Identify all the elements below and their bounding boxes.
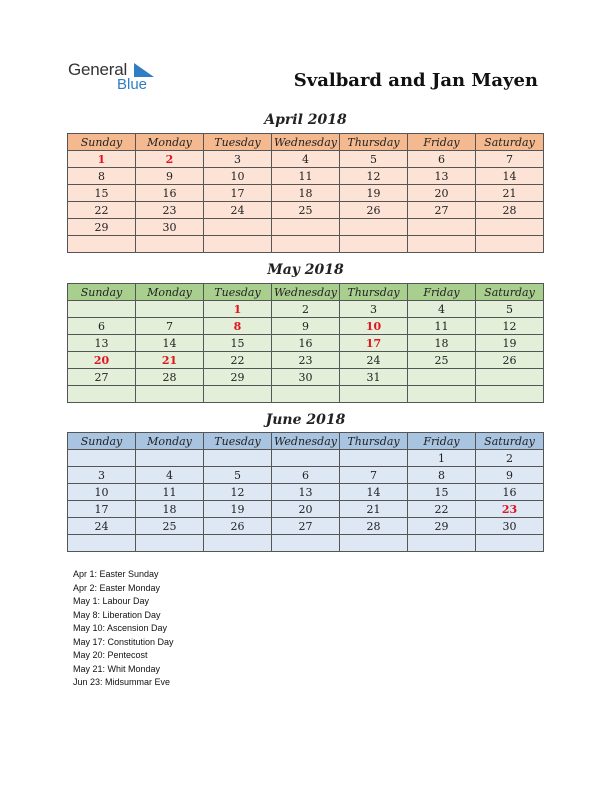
day-cell: 30 [136, 219, 204, 236]
weekday-header: Tuesday [204, 134, 272, 151]
holiday-item: May 21: Whit Monday [73, 663, 161, 674]
week-row [68, 335, 544, 352]
empty-day-cell [204, 236, 272, 253]
weekday-header: Tuesday [204, 284, 272, 301]
weekday-header: Monday [136, 134, 204, 151]
empty-day-cell [136, 450, 204, 467]
day-cell: 2 [272, 301, 340, 318]
weekday-header: Thursday [340, 433, 408, 450]
empty-day-cell [340, 450, 408, 467]
day-cell: 24 [68, 518, 136, 535]
week-row [68, 151, 544, 168]
day-cell: 21 [476, 185, 544, 202]
empty-day-cell [136, 386, 204, 403]
week-row [68, 318, 544, 335]
empty-day-cell [408, 535, 476, 552]
day-cell: 22 [204, 352, 272, 369]
day-cell: 6 [272, 467, 340, 484]
day-cell: 17 [68, 501, 136, 518]
holiday-item: May 17: Constitution Day [73, 636, 174, 647]
month-title-may: May 2018 [267, 262, 344, 278]
empty-day-cell [204, 219, 272, 236]
day-cell: 26 [340, 202, 408, 219]
weekday-header: Wednesday [272, 433, 340, 450]
day-cell: 15 [204, 335, 272, 352]
day-cell: 13 [408, 168, 476, 185]
weekday-header: Saturday [476, 284, 544, 301]
weekday-header: Friday [408, 134, 476, 151]
empty-day-cell [476, 219, 544, 236]
day-cell: 12 [204, 484, 272, 501]
empty-day-cell [272, 236, 340, 253]
day-cell: 10 [204, 168, 272, 185]
day-cell: 29 [204, 369, 272, 386]
day-cell: 20 [272, 501, 340, 518]
week-row [68, 168, 544, 185]
day-cell: 5 [476, 301, 544, 318]
day-cell: 30 [272, 369, 340, 386]
day-cell: 5 [340, 151, 408, 168]
week-row [68, 369, 544, 386]
week-row [68, 535, 544, 552]
day-cell: 20 [408, 185, 476, 202]
empty-day-cell [340, 236, 408, 253]
calendar-june [67, 432, 544, 552]
weekday-header: Wednesday [272, 134, 340, 151]
weekday-header: Friday [408, 284, 476, 301]
holiday-item: May 1: Labour Day [73, 596, 150, 606]
week-row [68, 236, 544, 253]
day-cell: 8 [408, 467, 476, 484]
day-cell: 28 [340, 518, 408, 535]
week-row [68, 386, 544, 403]
day-cell: 11 [408, 318, 476, 335]
day-cell: 16 [272, 335, 340, 352]
empty-day-cell [476, 535, 544, 552]
logo-word-blue: Blue [117, 76, 148, 93]
empty-day-cell [476, 386, 544, 403]
empty-day-cell [340, 386, 408, 403]
day-cell: 27 [272, 518, 340, 535]
day-cell: 14 [340, 484, 408, 501]
weekday-header-row [68, 284, 544, 301]
day-cell: 1 [68, 151, 136, 168]
day-cell: 25 [272, 202, 340, 219]
day-cell: 10 [340, 318, 408, 335]
empty-day-cell [136, 236, 204, 253]
day-cell: 23 [272, 352, 340, 369]
empty-day-cell [68, 535, 136, 552]
day-cell: 24 [340, 352, 408, 369]
day-cell: 6 [68, 318, 136, 335]
day-cell: 25 [408, 352, 476, 369]
empty-day-cell [408, 236, 476, 253]
calendar-april [67, 133, 544, 253]
country-title: Svalbard and Jan Mayen [293, 70, 538, 91]
day-cell: 7 [476, 151, 544, 168]
day-cell: 11 [272, 168, 340, 185]
day-cell: 29 [408, 518, 476, 535]
empty-day-cell [408, 386, 476, 403]
weekday-header: Sunday [68, 433, 136, 450]
day-cell: 29 [68, 219, 136, 236]
calendar-may [67, 283, 544, 403]
day-cell: 23 [476, 501, 544, 518]
weekday-header: Thursday [340, 134, 408, 151]
day-cell: 23 [136, 202, 204, 219]
week-row [68, 518, 544, 535]
day-cell: 21 [340, 501, 408, 518]
empty-day-cell [136, 301, 204, 318]
week-row [68, 501, 544, 518]
day-cell: 19 [204, 501, 272, 518]
day-cell: 9 [476, 467, 544, 484]
day-cell: 20 [68, 352, 136, 369]
day-cell: 30 [476, 518, 544, 535]
day-cell: 3 [340, 301, 408, 318]
day-cell: 6 [408, 151, 476, 168]
logo-word-general: General [68, 60, 128, 79]
day-cell: 4 [408, 301, 476, 318]
day-cell: 3 [68, 467, 136, 484]
empty-day-cell [68, 301, 136, 318]
empty-day-cell [272, 219, 340, 236]
empty-day-cell [476, 369, 544, 386]
day-cell: 18 [272, 185, 340, 202]
day-cell: 2 [136, 151, 204, 168]
week-row [68, 185, 544, 202]
day-cell: 1 [204, 301, 272, 318]
empty-day-cell [408, 219, 476, 236]
day-cell: 16 [136, 185, 204, 202]
empty-day-cell [136, 535, 204, 552]
day-cell: 15 [68, 185, 136, 202]
day-cell: 3 [204, 151, 272, 168]
day-cell: 22 [68, 202, 136, 219]
weekday-header: Sunday [68, 134, 136, 151]
day-cell: 11 [136, 484, 204, 501]
day-cell: 2 [476, 450, 544, 467]
day-cell: 18 [408, 335, 476, 352]
empty-day-cell [408, 369, 476, 386]
day-cell: 4 [272, 151, 340, 168]
day-cell: 14 [476, 168, 544, 185]
empty-day-cell [340, 535, 408, 552]
weekday-header: Saturday [476, 433, 544, 450]
holiday-item: May 10: Ascension Day [73, 623, 168, 633]
day-cell: 27 [68, 369, 136, 386]
day-cell: 28 [136, 369, 204, 386]
empty-day-cell [68, 450, 136, 467]
empty-day-cell [272, 386, 340, 403]
day-cell: 7 [340, 467, 408, 484]
day-cell: 10 [68, 484, 136, 501]
day-cell: 12 [340, 168, 408, 185]
week-row [68, 484, 544, 501]
day-cell: 22 [408, 501, 476, 518]
weekday-header: Tuesday [204, 433, 272, 450]
holiday-item: Apr 1: Easter Sunday [73, 569, 159, 579]
holiday-item: May 20: Pentecost [73, 650, 148, 660]
day-cell: 25 [136, 518, 204, 535]
weekday-header-row [68, 134, 544, 151]
day-cell: 31 [340, 369, 408, 386]
day-cell: 16 [476, 484, 544, 501]
empty-day-cell [272, 450, 340, 467]
week-row [68, 352, 544, 369]
week-row [68, 450, 544, 467]
empty-day-cell [204, 535, 272, 552]
month-title-june: June 2018 [265, 412, 346, 428]
empty-day-cell [204, 450, 272, 467]
weekday-header: Monday [136, 433, 204, 450]
day-cell: 5 [204, 467, 272, 484]
weekday-header: Thursday [340, 284, 408, 301]
week-row [68, 202, 544, 219]
brand-logo [68, 60, 168, 96]
empty-day-cell [204, 386, 272, 403]
weekday-header: Friday [408, 433, 476, 450]
week-row [68, 467, 544, 484]
week-row [68, 219, 544, 236]
day-cell: 8 [68, 168, 136, 185]
day-cell: 13 [68, 335, 136, 352]
day-cell: 26 [204, 518, 272, 535]
day-cell: 28 [476, 202, 544, 219]
day-cell: 14 [136, 335, 204, 352]
day-cell: 15 [408, 484, 476, 501]
holiday-item: Jun 23: Midsummar Eve [73, 677, 171, 687]
holiday-item: May 8: Liberation Day [73, 609, 161, 620]
weekday-header: Monday [136, 284, 204, 301]
day-cell: 17 [340, 335, 408, 352]
empty-day-cell [476, 236, 544, 253]
day-cell: 1 [408, 450, 476, 467]
day-cell: 27 [408, 202, 476, 219]
day-cell: 17 [204, 185, 272, 202]
day-cell: 26 [476, 352, 544, 369]
day-cell: 9 [272, 318, 340, 335]
empty-day-cell [272, 535, 340, 552]
weekday-header: Wednesday [272, 284, 340, 301]
day-cell: 19 [340, 185, 408, 202]
day-cell: 24 [204, 202, 272, 219]
day-cell: 12 [476, 318, 544, 335]
weekday-header-row [68, 433, 544, 450]
holiday-list [73, 568, 174, 690]
day-cell: 13 [272, 484, 340, 501]
empty-day-cell [340, 219, 408, 236]
day-cell: 19 [476, 335, 544, 352]
week-row [68, 301, 544, 318]
day-cell: 21 [136, 352, 204, 369]
weekday-header: Saturday [476, 134, 544, 151]
empty-day-cell [68, 386, 136, 403]
day-cell: 18 [136, 501, 204, 518]
holiday-item: Apr 2: Easter Monday [73, 582, 161, 593]
day-cell: 9 [136, 168, 204, 185]
weekday-header: Sunday [68, 284, 136, 301]
empty-day-cell [68, 236, 136, 253]
day-cell: 7 [136, 318, 204, 335]
month-title-april: April 2018 [264, 112, 347, 128]
day-cell: 4 [136, 467, 204, 484]
day-cell: 8 [204, 318, 272, 335]
